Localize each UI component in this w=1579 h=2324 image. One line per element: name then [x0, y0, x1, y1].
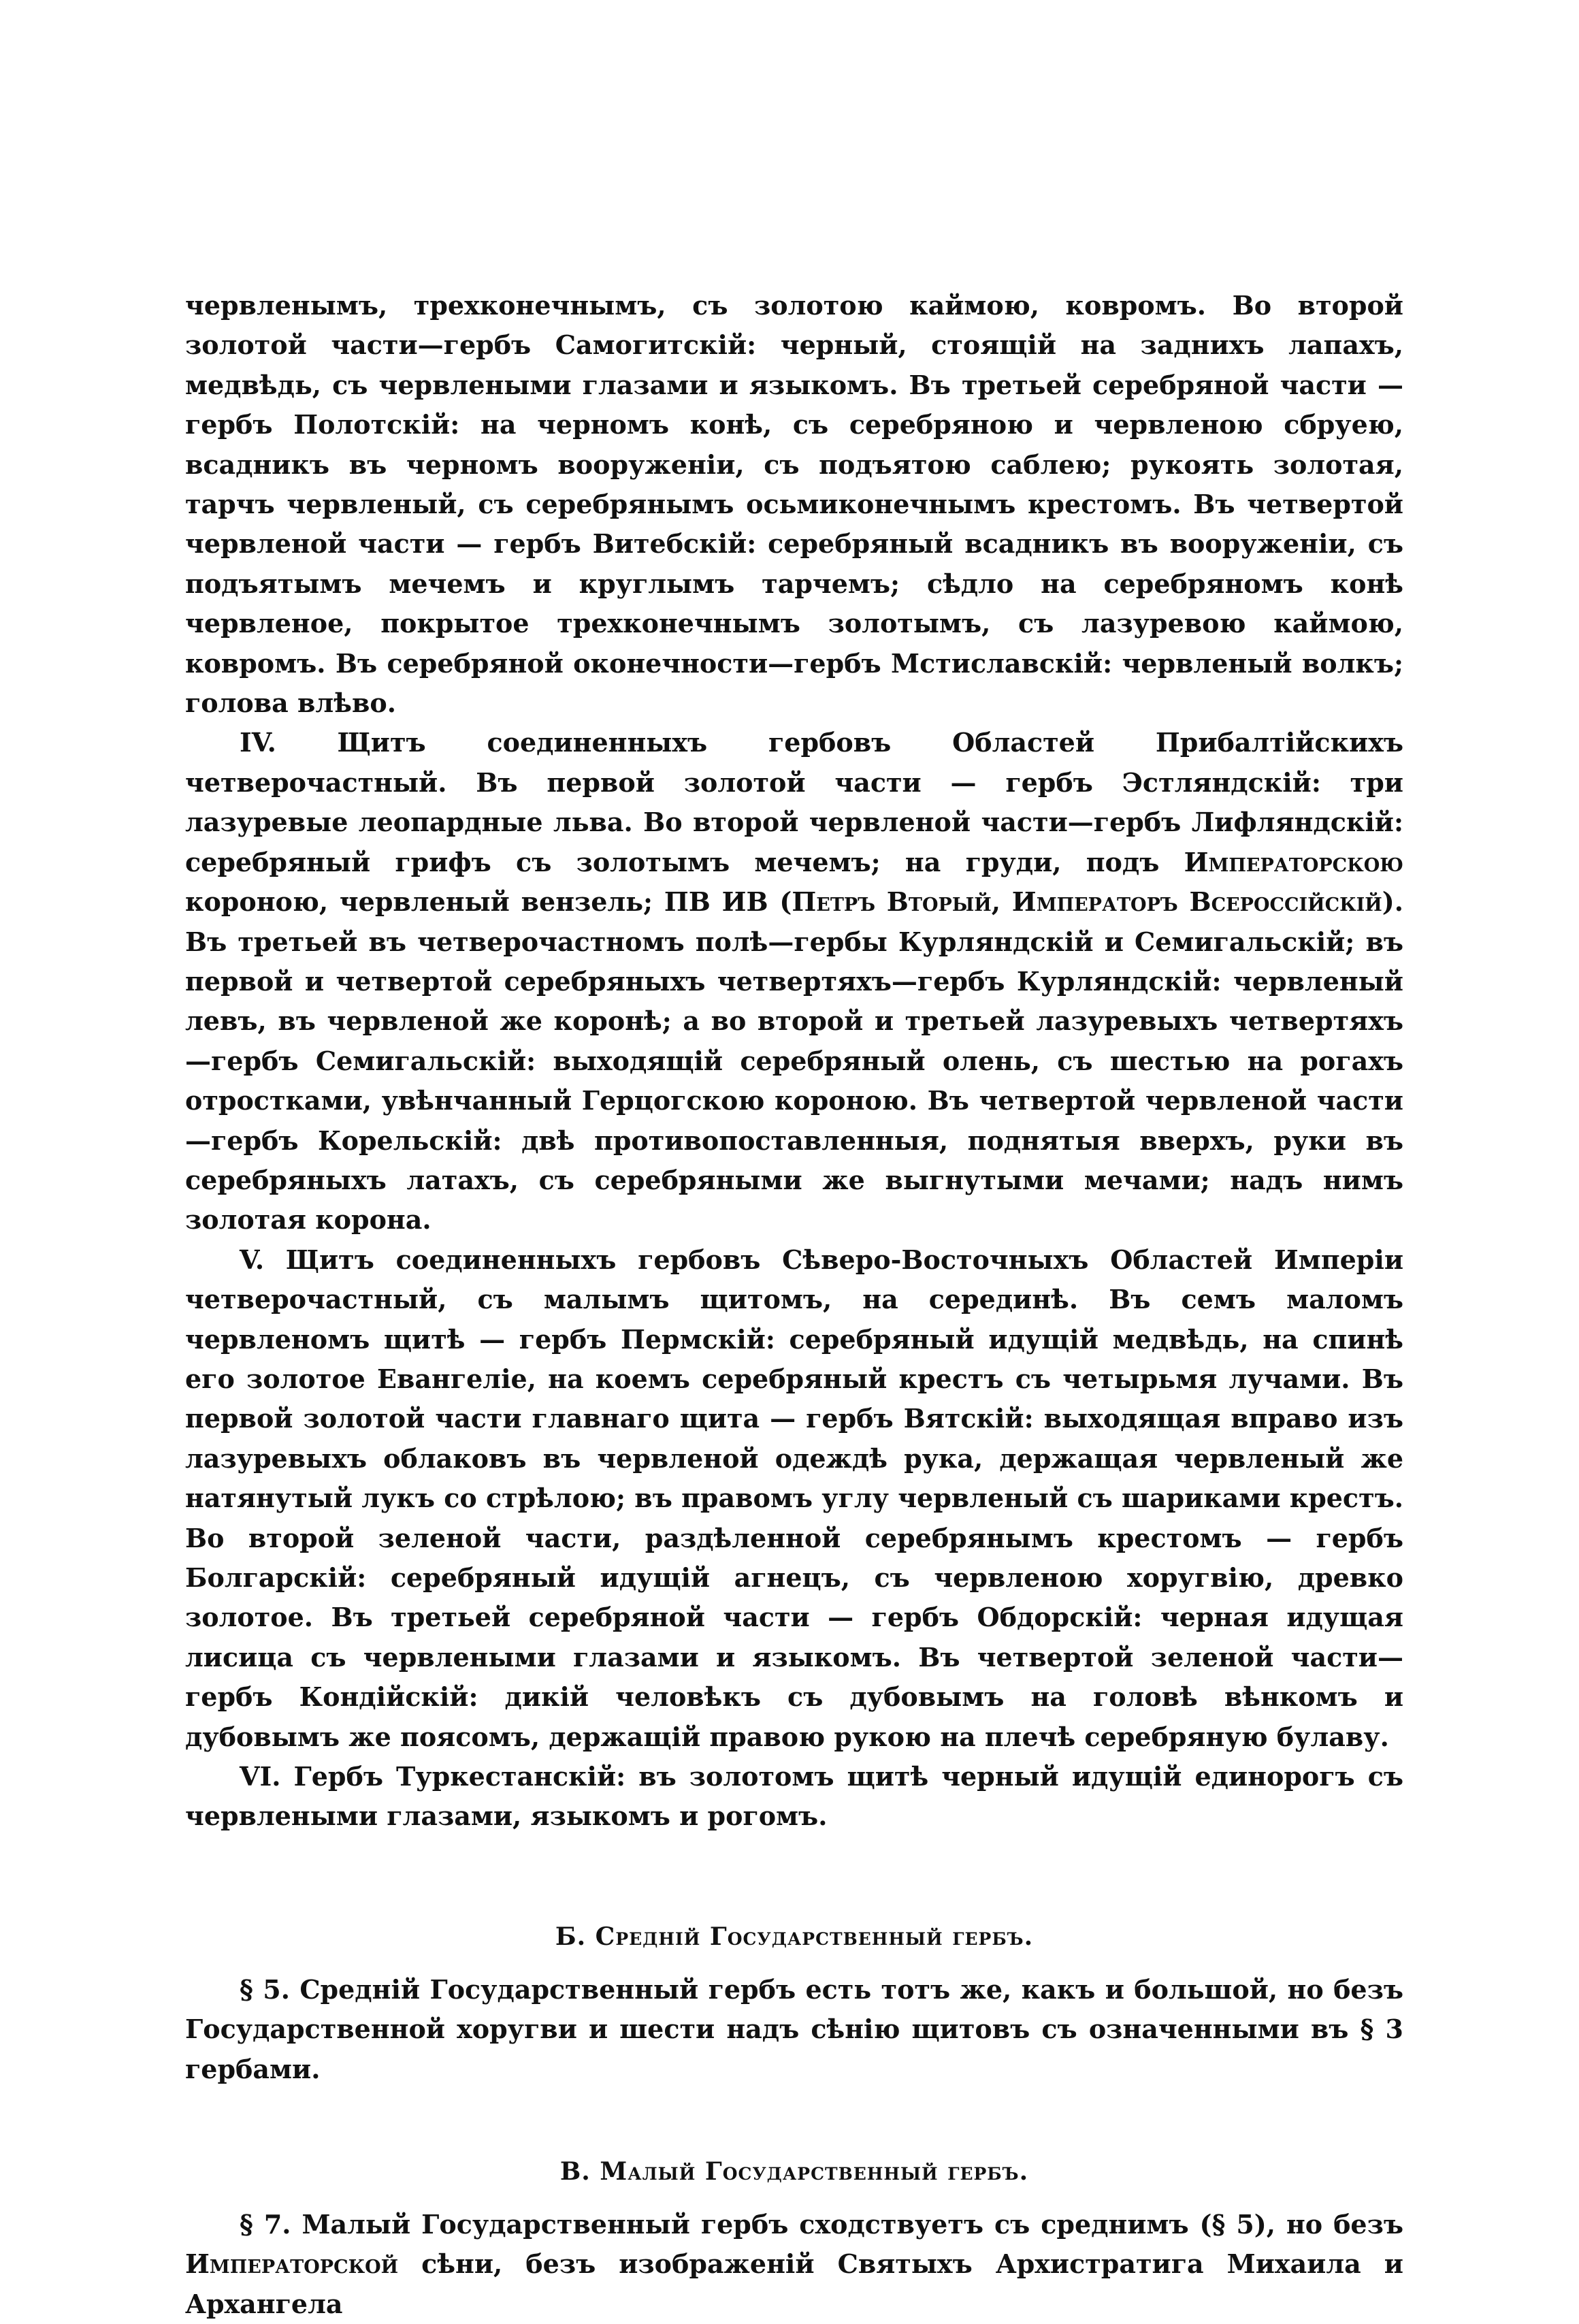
paragraph-baltic-provinces [185, 723, 1403, 1240]
baltic-text-start: IV. Щитъ соединенныхъ гербовъ Областей Прибалтійскихъ четверочастный. Въ первой золотой части — гербъ Эстляндскій: три лазуревые леопардные льва. Во второй червленой части—гербъ Лифляндскій: серебряный грифъ съ золотымъ мечемъ; на груди, подъ [185, 727, 1403, 877]
paragraph-lithuania-continued: червленымъ, трехконечнымъ, съ золотою каймою, ковромъ. Во второй золотой части—гербъ Самогитскій: черный, стоящій на заднихъ лапахъ, медвѣдь, съ червлеными глазами и языкомъ. Въ третьей серебряной части — гербъ Полотскій: на черномъ конѣ, съ серебряною и червленою сбруею, всадникъ въ черномъ вооруженіи, съ подъятою саблею; рукоять золотая, тарчъ червленый, съ серебрянымъ осьмиконечнымъ крестомъ. Въ четвертой червленой части — гербъ Витебскій: серебряный всадникъ въ вооруженіи, съ подъятымъ мечемъ и круглымъ тарчемъ; сѣдло на серебряномъ конѣ червленое, покрытое трехконечнымъ золотымъ, съ лазуревою каймою, ковромъ. Въ серебряной оконечности—гербъ Мстиславскій: червленый волкъ; голова влѣво. [185, 290, 1403, 719]
paragraph-north-east-provinces: V. Щитъ соединенныхъ гербовъ Сѣверо-Восточныхъ Областей Имперіи четверочастный, съ малымъ щитомъ, на серединѣ. Въ семъ маломъ червленомъ щитѣ — гербъ Пермскій: серебряный идущій медвѣдь, на спинѣ его золотое Евангеліе, на коемъ серебряный крестъ съ четырьмя лучами. Въ первой золотой части главнаго щита — гербъ Вятскій: выходящая вправо изъ лазуревыхъ облаковъ въ червленой одеждѣ рука, держащая червленый же натянутый лукъ со стрѣлою; въ правомъ углу червленый съ шариками крестъ. Во второй зеленой части, раздѣленной серебрянымъ крестомъ — гербъ Болгарскій: серебряный идущій агнецъ, съ червленою хоругвію, древко золотое. Въ третьей серебряной части — гербъ Обдорскій: черная идущая лисица съ червлеными глазами и языкомъ. Въ четвертой зеленой части—гербъ Кондійскій: дикій человѣкъ съ дубовымъ на головѣ вѣнкомъ и дубовымъ же поясомъ, держащій правою рукою на плечѣ серебряную булаву. [185, 1244, 1403, 1752]
baltic-text-middle: короною, червленый вензель; ПВ ИВ ( [185, 886, 792, 918]
paragraph-section-5: § 5. Средній Государственный гербъ есть тотъ же, какъ и большой, но безъ Государственной хоругви и шести надъ сѣнію щитовъ съ означенными въ § 3 гербами. [185, 1973, 1403, 2084]
baltic-text-end: ). Въ третьей въ четверочастномъ полѣ—гербы Курляндскій и Семигальскій; въ первой и четвертой серебряныхъ четвертяхъ—гербъ Курляндскій: червленый левъ, въ червленой же коронѣ; а во второй и третьей лазуревыхъ четвертяхъ—гербъ Семигальскій: выходящій серебряный олень, съ шестью на рогахъ отростками, увѣнчанный Герцогскою короною. Въ четвертой червленой части—гербъ Корельскій: двѣ противопоставленныя, поднятыя вверхъ, руки въ серебряныхъ латахъ, съ серебряными же выгнутыми мечами; надъ нимъ золотая корона. [185, 886, 1403, 1236]
imperial-word: Императорскою [1184, 846, 1403, 877]
paragraph-section-7 [185, 2205, 1403, 2324]
emperor-title: Петръ Вторый, Императоръ Всероссійскій [792, 886, 1382, 918]
section-heading-middle-arms: Б. Средній Государственный гербъ. [555, 1922, 1034, 1951]
imperial-word-2: Императорской [185, 2248, 399, 2280]
section-7-text-start: § 7. Малый Государственный гербъ сходствуетъ съ среднимъ (§ 5), но безъ [240, 2209, 1403, 2240]
paragraph-turkestan: VI. Гербъ Туркестанскій: въ золотомъ щитѣ черный идущій единорогъ съ червлеными глазами, языкомъ и рогомъ. [185, 1761, 1403, 1832]
document-page [185, 286, 1403, 2324]
section-7-text-end: сѣни, безъ изображеній Святыхъ Архистратига Михаила и Архангела [185, 2248, 1403, 2319]
section-heading-small-arms: В. Малый Государственный гербъ. [559, 2157, 1029, 2186]
